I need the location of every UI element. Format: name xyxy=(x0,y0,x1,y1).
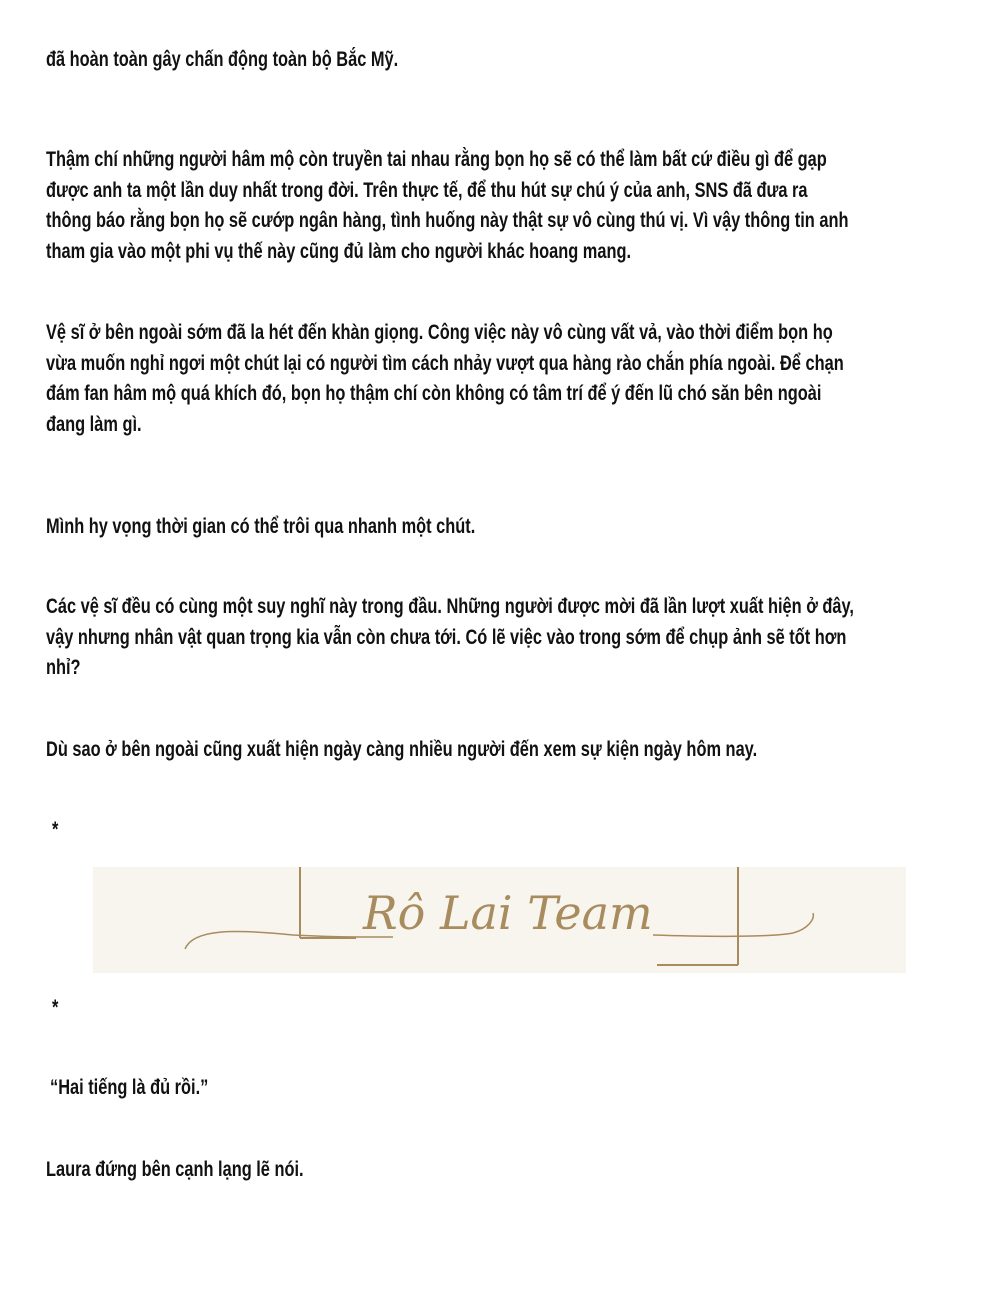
text-line: vậy nhưng nhân vật quan trọng kia vẫn còn chưa tới. Có lẽ việc vào trong sớm để chụp ảnh sẽ tốt hơn xyxy=(46,625,847,649)
text-line: Thậm chí những người hâm mộ còn truyền tai nhau rằng bọn họ sẽ có thể làm bất cứ điều gì để gạp xyxy=(46,148,827,171)
paragraph xyxy=(46,1155,966,1186)
team-signature-logo xyxy=(93,867,906,973)
scene-break-asterisk xyxy=(52,815,972,846)
text-line: * xyxy=(52,818,59,841)
text-line: nhỉ? xyxy=(46,656,81,680)
paragraph xyxy=(46,735,966,766)
paragraph xyxy=(46,592,966,684)
text-line: được anh ta một lần duy nhất trong đời. Trên thực tế, để thu hút sự chú ý của anh, SNS đã đưa ra xyxy=(46,178,808,202)
signature-flourish-icon xyxy=(93,867,906,973)
text-line: đang làm gì. xyxy=(46,412,142,436)
dialogue-line xyxy=(50,1073,970,1104)
text-line: đã hoàn toàn gây chấn động toàn bộ Bắc Mỹ. xyxy=(46,48,399,71)
text-line: Mình hy vọng thời gian có thể trôi qua nhanh một chút. xyxy=(46,515,476,538)
text-line: Laura đứng bên cạnh lạng lẽ nói. xyxy=(46,1158,304,1181)
logo-text: Rô Lai Team xyxy=(363,886,653,940)
paragraph xyxy=(46,512,966,543)
text-line: thông báo rằng bọn họ sẽ cướp ngân hàng, tình huống này thật sự vô cùng thú vị. Vì vậy thông tin anh xyxy=(46,209,849,233)
paragraph xyxy=(46,318,966,440)
text-line: Dù sao ở bên ngoài cũng xuất hiện ngày càng nhiều người đến xem sự kiện ngày hôm nay. xyxy=(46,738,758,761)
scene-break-asterisk xyxy=(52,993,972,1024)
text-line: đám fan hâm mộ quá khích đó, bọn họ thậm chí còn không có tâm trí để ý đến lũ chó săn bên ngoài xyxy=(46,382,822,406)
text-line: “Hai tiếng là đủ rồi.” xyxy=(50,1076,209,1099)
text-line: * xyxy=(52,996,59,1019)
text-line: tham gia vào một phi vụ thế này cũng đủ làm cho người khác hoang mang. xyxy=(46,239,632,263)
paragraph xyxy=(46,145,966,267)
text-line: Vệ sĩ ở bên ngoài sớm đã la hét đến khàn giọng. Công việc này vô cùng vất vả, vào thời điểm bọn họ xyxy=(46,321,833,344)
paragraph xyxy=(46,45,966,76)
text-line: Các vệ sĩ đều có cùng một suy nghĩ này trong đầu. Những người được mời đã lần lượt xuất hiện ở đây, xyxy=(46,595,854,618)
text-line: vừa muốn nghỉ ngơi một chút lại có người tìm cách nhảy vượt qua hàng rào chắn phía ngoài. Để chạn xyxy=(46,351,844,375)
